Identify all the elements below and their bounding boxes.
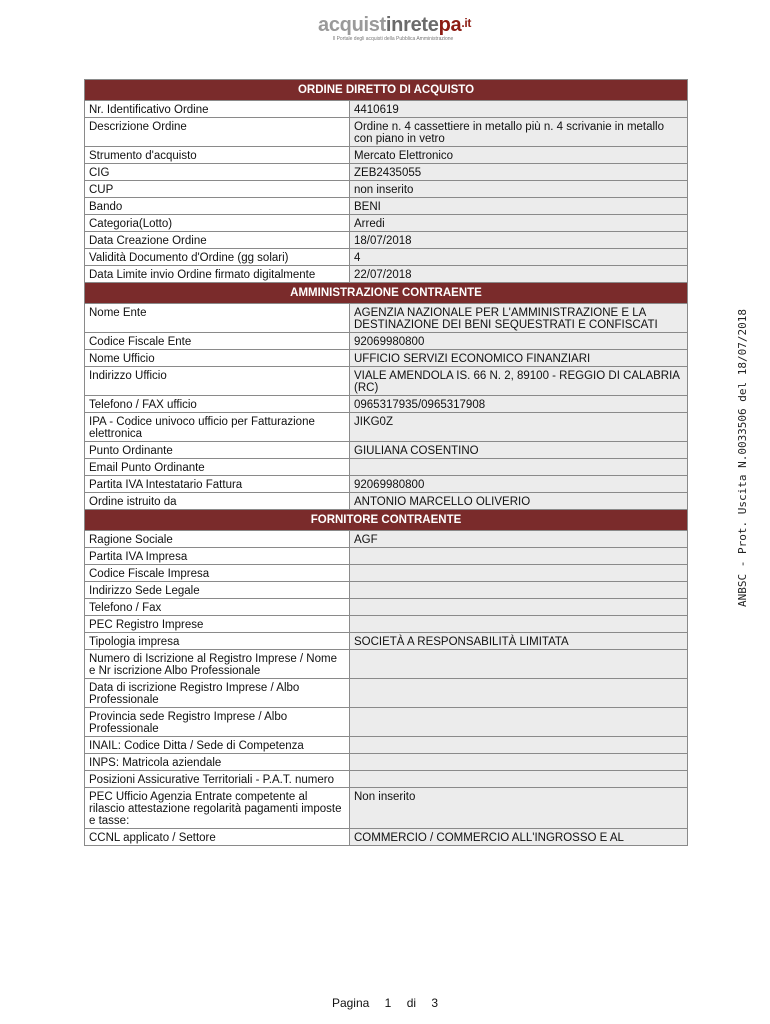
field-label: Indirizzo Sede Legale: [85, 582, 350, 599]
field-value: COMMERCIO / COMMERCIO ALL'INGROSSO E AL: [350, 829, 688, 846]
field-value: VIALE AMENDOLA IS. 66 N. 2, 89100 - REGGIO DI CALABRIA (RC): [350, 367, 688, 396]
page-footer: [0, 996, 770, 1010]
field-label: Telefono / Fax: [85, 599, 350, 616]
table-row: [85, 198, 688, 215]
field-value: [350, 616, 688, 633]
field-value: 18/07/2018: [350, 232, 688, 249]
table-row: [85, 215, 688, 232]
field-value: 0965317935/0965317908: [350, 396, 688, 413]
table-row: [85, 181, 688, 198]
section-title: FORNITORE CONTRAENTE: [85, 510, 688, 531]
field-label: PEC Ufficio Agenzia Entrate competente al rilascio attestazione regolarità pagamenti imposte e tasse:: [85, 788, 350, 829]
field-label: Data di iscrizione Registro Imprese / Albo Professionale: [85, 679, 350, 708]
field-label: Posizioni Assicurative Territoriali - P.A.T. numero: [85, 771, 350, 788]
table-row: [85, 476, 688, 493]
field-value: Mercato Elettronico: [350, 147, 688, 164]
field-value: Ordine n. 4 cassettiere in metallo più n. 4 scrivanie in metallo con piano in vetro: [350, 118, 688, 147]
field-value: SOCIETÀ A RESPONSABILITÀ LIMITATA: [350, 633, 688, 650]
table-row: [85, 565, 688, 582]
table-row: [85, 459, 688, 476]
field-value: [350, 754, 688, 771]
field-label: Data Creazione Ordine: [85, 232, 350, 249]
field-label: Partita IVA Intestatario Fattura: [85, 476, 350, 493]
field-value: AGENZIA NAZIONALE PER L'AMMINISTRAZIONE E LA DESTINAZIONE DEI BENI SEQUESTRATI E CONFISCATI: [350, 304, 688, 333]
field-value: GIULIANA COSENTINO: [350, 442, 688, 459]
field-label: Provincia sede Registro Imprese / Albo Professionale: [85, 708, 350, 737]
field-label: CIG: [85, 164, 350, 181]
table-row: [85, 101, 688, 118]
table-row: [85, 616, 688, 633]
table-row: [85, 249, 688, 266]
field-value: 4: [350, 249, 688, 266]
field-value: Arredi: [350, 215, 688, 232]
table-row: [85, 737, 688, 754]
field-label: Email Punto Ordinante: [85, 459, 350, 476]
section-title: ORDINE DIRETTO DI ACQUISTO: [85, 80, 688, 101]
field-label: Punto Ordinante: [85, 442, 350, 459]
table-row: [85, 599, 688, 616]
field-value: [350, 679, 688, 708]
order-table-body: [85, 80, 688, 846]
page-of-label: di: [406, 996, 417, 1010]
table-row: [85, 413, 688, 442]
field-value: [350, 737, 688, 754]
field-label: Descrizione Ordine: [85, 118, 350, 147]
field-value: 92069980800: [350, 476, 688, 493]
table-row: [85, 829, 688, 846]
table-row: [85, 548, 688, 565]
field-value: [350, 565, 688, 582]
table-row: [85, 396, 688, 413]
logo-wordmark: acquistinretepa$^{.it}$: [318, 14, 472, 36]
field-value: [350, 599, 688, 616]
section-header: [85, 510, 688, 531]
field-value: 22/07/2018: [350, 266, 688, 283]
table-row: [85, 232, 688, 249]
field-value: BENI: [350, 198, 688, 215]
field-label: Numero di Iscrizione al Registro Imprese / Nome e Nr iscrizione Albo Professionale: [85, 650, 350, 679]
order-table: [84, 79, 688, 846]
logo-tagline: Il Portale degli acquisti della Pubblica Amministrazione: [332, 36, 454, 42]
field-value: [350, 708, 688, 737]
table-row: [85, 633, 688, 650]
section-title: AMMINISTRAZIONE CONTRAENTE: [85, 283, 688, 304]
table-row: [85, 266, 688, 283]
field-value: [350, 771, 688, 788]
field-label: Nome Ufficio: [85, 350, 350, 367]
field-label: INPS: Matricola aziendale: [85, 754, 350, 771]
page-label: Pagina: [331, 996, 370, 1010]
field-label: Validità Documento d'Ordine (gg solari): [85, 249, 350, 266]
field-label: Telefono / FAX ufficio: [85, 396, 350, 413]
field-label: Tipologia impresa: [85, 633, 350, 650]
field-value: ANTONIO MARCELLO OLIVERIO: [350, 493, 688, 510]
field-label: Ordine istruito da: [85, 493, 350, 510]
field-value: JIKG0Z: [350, 413, 688, 442]
field-label: Data Limite invio Ordine firmato digitalmente: [85, 266, 350, 283]
field-value: 92069980800: [350, 333, 688, 350]
table-row: [85, 754, 688, 771]
field-label: Indirizzo Ufficio: [85, 367, 350, 396]
field-value: ZEB2435055: [350, 164, 688, 181]
table-row: [85, 679, 688, 708]
field-label: CCNL applicato / Settore: [85, 829, 350, 846]
field-label: Nome Ente: [85, 304, 350, 333]
table-row: [85, 493, 688, 510]
field-value: [350, 650, 688, 679]
protocol-stamp: ANBSC - Prot. Uscita N.0033506 del 18/07/2018: [736, 308, 749, 607]
field-label: Partita IVA Impresa: [85, 548, 350, 565]
table-row: [85, 147, 688, 164]
table-row: [85, 650, 688, 679]
field-value: Non inserito: [350, 788, 688, 829]
table-row: [85, 118, 688, 147]
table-row: [85, 582, 688, 599]
field-value: 4410619: [350, 101, 688, 118]
section-header: [85, 283, 688, 304]
table-row: [85, 708, 688, 737]
field-value: UFFICIO SERVIZI ECONOMICO FINANZIARI: [350, 350, 688, 367]
field-label: PEC Registro Imprese: [85, 616, 350, 633]
logo: [318, 14, 472, 43]
section-header: [85, 80, 688, 101]
table-row: [85, 333, 688, 350]
table-row: [85, 771, 688, 788]
table-row: [85, 531, 688, 548]
field-label: INAIL: Codice Ditta / Sede di Competenza: [85, 737, 350, 754]
page-number: 1: [384, 996, 392, 1010]
field-value: non inserito: [350, 181, 688, 198]
field-label: Codice Fiscale Impresa: [85, 565, 350, 582]
field-label: Bando: [85, 198, 350, 215]
table-row: [85, 164, 688, 181]
field-label: Ragione Sociale: [85, 531, 350, 548]
table-row: [85, 367, 688, 396]
table-row: [85, 304, 688, 333]
field-label: CUP: [85, 181, 350, 198]
table-row: [85, 442, 688, 459]
field-value: [350, 459, 688, 476]
field-label: Categoria(Lotto): [85, 215, 350, 232]
field-label: Codice Fiscale Ente: [85, 333, 350, 350]
field-value: AGF: [350, 531, 688, 548]
field-value: [350, 582, 688, 599]
field-label: IPA - Codice univoco ufficio per Fatturazione elettronica: [85, 413, 350, 442]
field-value: [350, 548, 688, 565]
page-total: 3: [431, 996, 439, 1010]
field-label: Strumento d'acquisto: [85, 147, 350, 164]
table-row: [85, 788, 688, 829]
field-label: Nr. Identificativo Ordine: [85, 101, 350, 118]
table-row: [85, 350, 688, 367]
